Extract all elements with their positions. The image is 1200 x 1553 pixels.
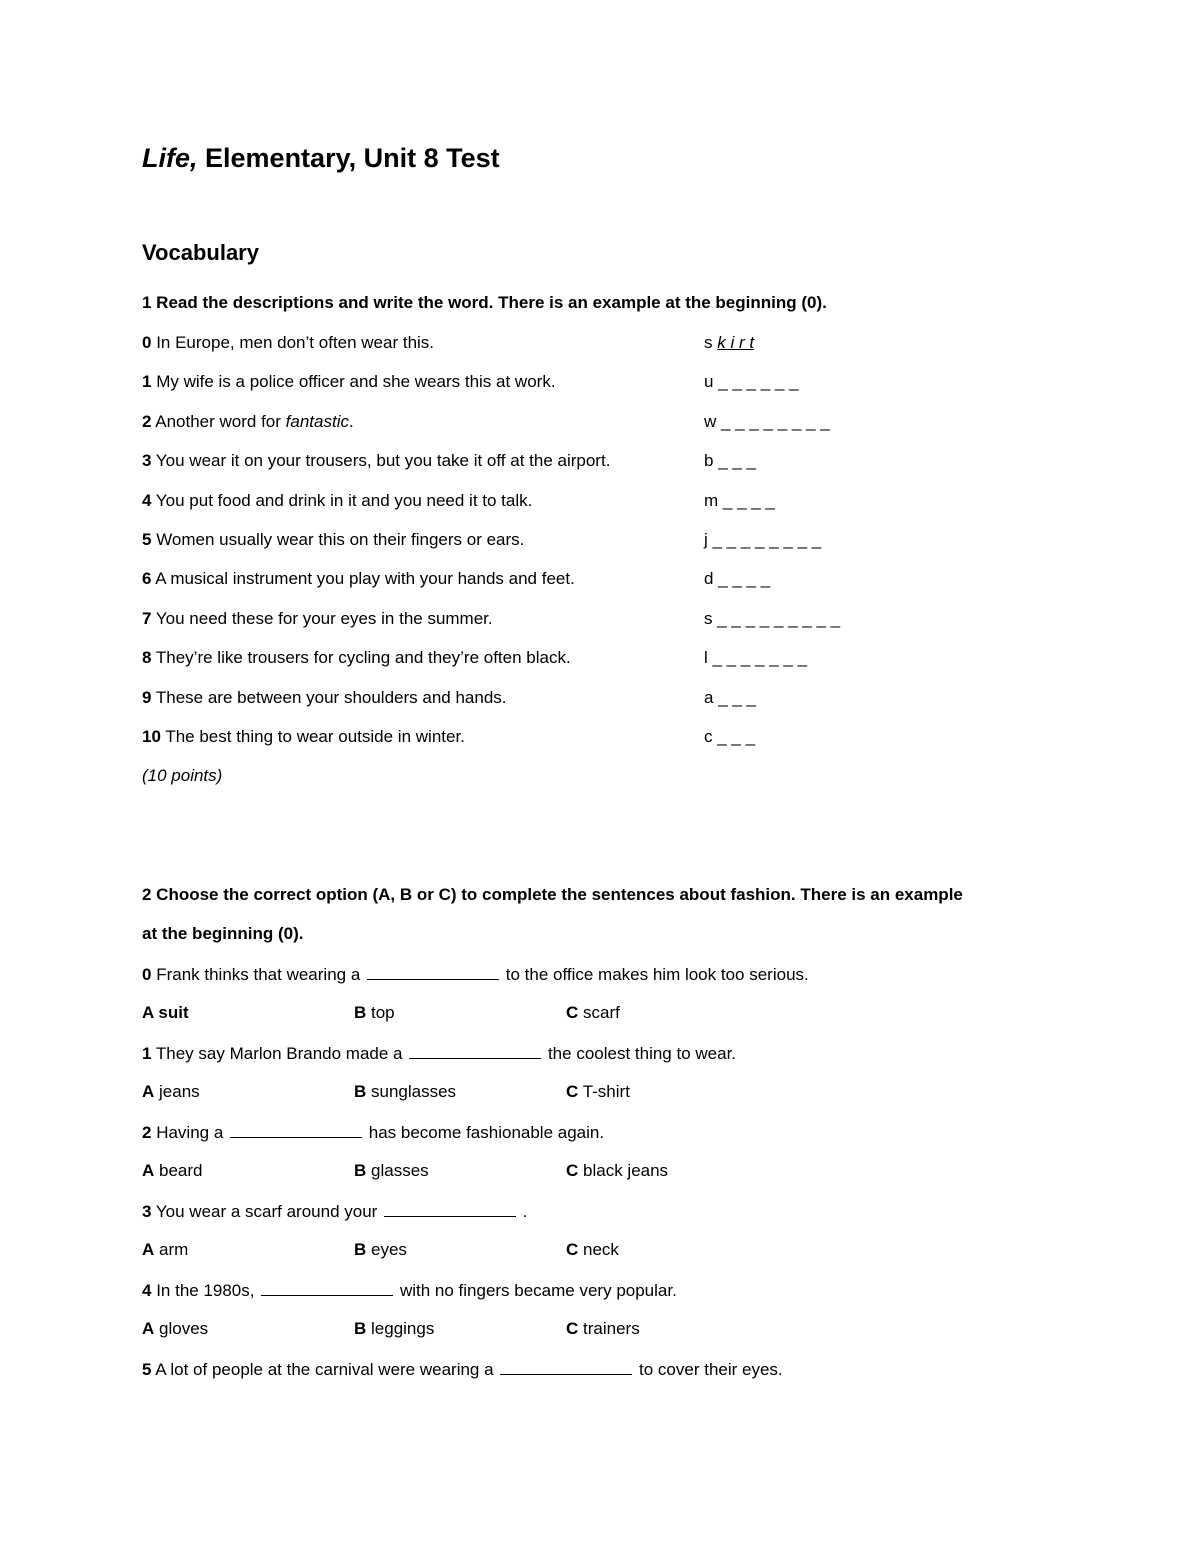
question-number: 5 [142, 1360, 152, 1379]
option-text: eyes [366, 1240, 407, 1259]
exercise-2-question [142, 963, 809, 986]
option-a[interactable] [142, 1160, 202, 1182]
item-number: 8 [142, 648, 152, 667]
item-number: 5 [142, 530, 152, 549]
exercise-1-item [142, 411, 354, 433]
option-text: black jeans [578, 1161, 669, 1180]
answer-example-letters: k i r t [717, 333, 755, 352]
option-a[interactable] [142, 1002, 189, 1024]
option-letter: A [142, 1240, 155, 1259]
answer-blanks: _ _ _ [717, 727, 756, 746]
option-text: T-shirt [578, 1082, 630, 1101]
answer-first-letter: j [704, 530, 713, 549]
question-text-end: with no fingers became very popular. [395, 1281, 677, 1300]
answer-blank[interactable] [409, 1042, 541, 1059]
answer-first-letter: m [704, 491, 723, 510]
answer-field[interactable] [704, 529, 821, 551]
answer-first-letter: a [704, 688, 719, 707]
option-text: beard [154, 1161, 203, 1180]
option-letter: C [566, 1082, 579, 1101]
option-c[interactable] [566, 1081, 630, 1103]
answer-first-letter: c [704, 727, 718, 746]
answer-first-letter: s [704, 333, 718, 352]
exercise-1-item [142, 608, 493, 630]
option-letter: B [354, 1319, 367, 1338]
exercise-1-item [142, 687, 507, 709]
question-number: 2 [142, 1123, 152, 1142]
option-b[interactable] [354, 1318, 434, 1340]
answer-first-letter: u [704, 372, 719, 391]
option-letter: A [142, 1319, 155, 1338]
item-description: The best thing to wear outside in winter. [160, 727, 465, 746]
answer-blank[interactable] [261, 1279, 393, 1296]
option-b[interactable] [354, 1239, 407, 1261]
exercise-1-points: (10 points) [142, 766, 223, 785]
option-b[interactable] [354, 1002, 395, 1024]
option-letter: A [142, 1082, 155, 1101]
exercise-2-question [142, 1121, 604, 1144]
answer-field[interactable] [704, 608, 840, 630]
question-text-end: . [518, 1202, 528, 1221]
question-text-start: Frank thinks that wearing a [151, 965, 366, 984]
question-text-end: the coolest thing to wear. [543, 1044, 737, 1063]
option-text: suit [153, 1003, 189, 1022]
question-text-start: Having a [151, 1123, 229, 1142]
option-c[interactable] [566, 1318, 640, 1340]
answer-blanks: _ _ _ _ _ _ _ _ [712, 530, 822, 549]
option-text: scarf [578, 1003, 620, 1022]
answer-first-letter: l [704, 648, 713, 667]
item-description: Women usually wear this on their fingers or ears. [151, 530, 525, 549]
option-c[interactable] [566, 1160, 668, 1182]
answer-field[interactable] [704, 411, 830, 433]
document-page [142, 0, 1102, 1553]
option-text: arm [154, 1240, 189, 1259]
title-book-name: Life, [142, 143, 198, 173]
exercise-1-item [142, 529, 524, 551]
answer-first-letter: s [704, 609, 718, 628]
exercise-2-question [142, 1279, 677, 1302]
option-a[interactable] [142, 1081, 200, 1103]
item-number: 6 [142, 569, 152, 588]
option-letter: C [566, 1003, 579, 1022]
item-description: You put food and drink in it and you need it to talk. [151, 491, 533, 510]
option-b[interactable] [354, 1081, 456, 1103]
question-text-start: A lot of people at the carnival were wearing a [151, 1360, 499, 1379]
option-letter: A [142, 1003, 154, 1022]
option-a[interactable] [142, 1239, 188, 1261]
item-description: A musical instrument you play with your hands and feet. [151, 569, 575, 588]
exercise-2-question [142, 1200, 528, 1223]
answer-field[interactable] [704, 371, 799, 393]
item-description: In Europe, men don’t often wear this. [151, 333, 435, 352]
document-title [142, 143, 500, 174]
option-text: jeans [154, 1082, 200, 1101]
option-b[interactable] [354, 1160, 429, 1182]
answer-field[interactable] [704, 726, 755, 748]
item-description: These are between your shoulders and hands. [151, 688, 507, 707]
option-letter: A [142, 1161, 155, 1180]
item-description: They’re like trousers for cycling and they’re often black. [151, 648, 571, 667]
answer-blanks: _ _ _ _ _ _ _ [712, 648, 808, 667]
question-text-end: has become fashionable again. [364, 1123, 605, 1142]
option-letter: C [566, 1240, 579, 1259]
item-description: Another word for [151, 412, 286, 431]
answer-blanks: _ _ _ _ [718, 569, 771, 588]
question-text-start: They say Marlon Brando made a [151, 1044, 408, 1063]
question-number: 4 [142, 1281, 152, 1300]
option-c[interactable] [566, 1002, 620, 1024]
answer-field[interactable] [704, 450, 756, 472]
answer-blank[interactable] [500, 1358, 632, 1375]
section-heading-vocabulary: Vocabulary [142, 240, 259, 265]
exercise-1-item [142, 647, 571, 669]
item-description: My wife is a police officer and she wears this at work. [151, 372, 556, 391]
question-text-end: to cover their eyes. [634, 1360, 783, 1379]
option-text: top [366, 1003, 395, 1022]
answer-field[interactable] [704, 647, 807, 669]
option-letter: B [354, 1003, 367, 1022]
item-description-italic: fantastic [285, 412, 349, 431]
exercise-1-item [142, 568, 575, 590]
option-c[interactable] [566, 1239, 619, 1261]
answer-blanks: _ _ _ _ _ _ _ _ _ [717, 609, 841, 628]
option-letter: B [354, 1082, 367, 1101]
exercise-1-instruction: 1 Read the descriptions and write the word. There is an example at the beginning (0). [142, 293, 827, 312]
option-a[interactable] [142, 1318, 208, 1340]
answer-blanks: _ _ _ [718, 451, 756, 470]
option-letter: B [354, 1161, 367, 1180]
question-number: 3 [142, 1202, 152, 1221]
answer-blanks: _ _ _ _ _ _ [718, 372, 799, 391]
question-number: 1 [142, 1044, 152, 1063]
item-number: 10 [142, 727, 161, 746]
item-number: 9 [142, 688, 152, 707]
answer-field[interactable] [704, 687, 756, 709]
item-number: 4 [142, 491, 152, 510]
question-text-start: You wear a scarf around your [151, 1202, 383, 1221]
answer-field[interactable] [704, 490, 775, 512]
exercise-2-instruction-line-2: at the beginning (0). [142, 924, 304, 943]
question-text-end: to the office makes him look too serious. [501, 965, 809, 984]
answer-blank[interactable] [230, 1121, 362, 1138]
answer-blanks: _ _ _ _ _ _ _ _ [721, 412, 830, 431]
answer-first-letter: b [704, 451, 719, 470]
question-number: 0 [142, 965, 152, 984]
answer-blank[interactable] [367, 963, 499, 980]
item-number: 7 [142, 609, 152, 628]
answer-blanks: _ _ _ _ [722, 491, 775, 510]
answer-first-letter: w [704, 412, 721, 431]
exercise-1-item [142, 726, 465, 748]
option-text: gloves [154, 1319, 209, 1338]
option-text: neck [578, 1240, 619, 1259]
item-number: 3 [142, 451, 152, 470]
answer-blank[interactable] [384, 1200, 516, 1217]
item-description: You need these for your eyes in the summer. [151, 609, 493, 628]
option-text: trainers [578, 1319, 640, 1338]
item-number: 0 [142, 333, 152, 352]
title-rest: Elementary, Unit 8 Test [197, 143, 500, 173]
exercise-1-item [142, 371, 556, 393]
item-description-end: . [348, 412, 354, 431]
exercise-1-item [142, 490, 532, 512]
exercise-2-question [142, 1358, 783, 1381]
option-text: sunglasses [366, 1082, 457, 1101]
option-letter: C [566, 1319, 579, 1338]
question-text-start: In the 1980s, [151, 1281, 260, 1300]
exercise-2-instruction-line-1: 2 Choose the correct option (A, B or C) to complete the sentences about fashion. There is an example [142, 885, 963, 904]
item-description: You wear it on your trousers, but you take it off at the airport. [151, 451, 611, 470]
answer-first-letter: d [704, 569, 719, 588]
exercise-2-question [142, 1042, 736, 1065]
answer-blanks: _ _ _ [718, 688, 756, 707]
option-text: glasses [366, 1161, 429, 1180]
item-number: 2 [142, 412, 152, 431]
answer-field[interactable] [704, 568, 770, 590]
option-letter: B [354, 1240, 367, 1259]
option-text: leggings [366, 1319, 435, 1338]
item-number: 1 [142, 372, 152, 391]
option-letter: C [566, 1161, 579, 1180]
exercise-1-item [142, 450, 610, 472]
exercise-1-item [142, 332, 434, 354]
answer-field[interactable] [704, 332, 754, 354]
